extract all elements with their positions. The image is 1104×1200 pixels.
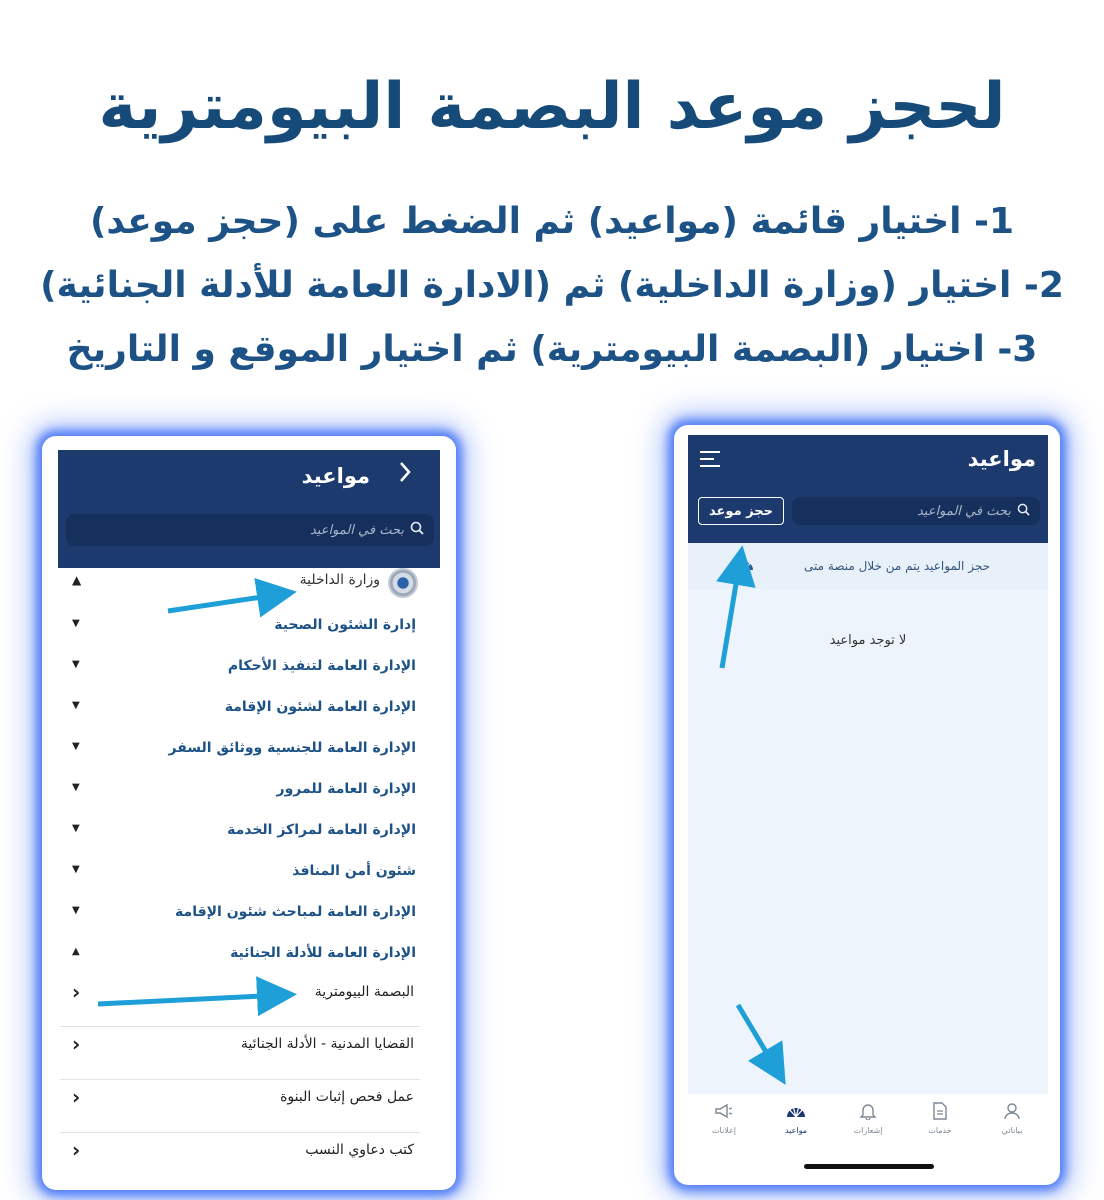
right-phone-screenshot [674,425,1060,1185]
appointments-list [688,589,1048,1094]
chevron-left-icon: ‹ [72,1032,81,1056]
caret-down-icon: ▼ [72,782,80,793]
steps-list [0,190,1104,382]
chevron-left-icon: ‹ [72,1085,81,1109]
department-label: الإدارة العامة لتنفيذ الأحكام [227,658,416,674]
caret-down-icon: ▼ [72,659,80,670]
tab-label: إعلانات [712,1126,736,1135]
tab-label: مواعيد [784,1126,808,1135]
appointments-header [58,450,440,568]
mena-platform-icon [736,556,754,575]
department-label: الإدارة العامة للجنسية ووثائق السفر [168,740,416,756]
department-label: شئون أمن المنافذ [292,863,416,879]
department-item[interactable] [58,688,440,728]
chevron-up-icon: ▲ [72,573,82,587]
bell-icon [832,1102,904,1124]
step-2: 2- اختيار (وزارة الداخلية) ثم (الادارة العامة للأدلة الجنائية) [40,265,1064,306]
search-input[interactable] [792,497,1040,525]
caret-down-icon: ▼ [72,700,80,711]
search-input[interactable] [66,514,434,546]
service-item[interactable] [58,1020,440,1072]
chevron-left-icon: ‹ [72,1138,81,1162]
department-item[interactable] [58,770,440,810]
service-item[interactable] [58,1126,440,1178]
department-label: الإدارة العامة للمرور [276,781,416,797]
department-item[interactable] [58,852,440,892]
tab-label: خدمات [928,1126,952,1135]
caret-down-icon: ▼ [72,864,80,875]
appointments-fan-icon [760,1102,832,1124]
appointments-header [688,435,1048,543]
header-title: مواعيد [967,447,1036,471]
tab-label: بياناتي [1001,1126,1023,1135]
service-label: القضايا المدنية - الأدلة الجنائية [240,1036,414,1052]
caret-down-icon: ▼ [72,741,80,752]
document-icon [904,1102,976,1124]
step-1: 1- اختيار قائمة (مواعيد) ثم الضغط على (حجز موعد) [89,201,1015,242]
left-phone-screenshot [42,436,456,1190]
search-placeholder: بحث في المواعيد [309,522,404,538]
department-label: الإدارة العامة لمراكز الخدمة [227,822,416,838]
caret-down-icon: ▼ [72,618,80,629]
ministry-seal-icon [388,568,418,598]
department-label: الإدارة العامة لمباحث شئون الإقامة [175,904,416,920]
caret-down-icon: ▼ [72,905,80,916]
department-item[interactable] [58,729,440,769]
info-banner [688,543,1048,589]
chevron-left-icon: ‹ [72,980,81,1004]
search-placeholder: بحث في المواعيد [916,503,1011,519]
step-3: 3- اختيار (البصمة البيومترية) ثم اختيار الموقع و التاريخ [66,329,1038,370]
tab-services[interactable] [904,1094,976,1154]
service-label: البصمة البيومترية [314,984,414,1000]
hamburger-menu-icon[interactable] [700,451,720,472]
department-item[interactable] [58,647,440,687]
search-icon [1017,503,1030,520]
megaphone-icon [688,1102,760,1124]
service-label: عمل فحص إثبات البنوة [280,1089,414,1105]
chevron-left-icon[interactable] [398,460,412,490]
tab-profile[interactable] [976,1094,1048,1154]
ministry-row[interactable] [58,564,440,600]
tab-appointments[interactable] [760,1094,832,1154]
caret-up-icon: ▲ [72,946,80,957]
tab-notifications[interactable] [832,1094,904,1154]
book-appointment-button[interactable]: حجز موعد [698,497,784,525]
caret-down-icon: ▼ [72,823,80,834]
ministry-label: وزارة الداخلية [299,572,380,588]
service-item[interactable] [58,1073,440,1125]
user-icon [976,1102,1048,1124]
department-item[interactable] [58,606,440,646]
tab-announcements[interactable] [688,1094,760,1154]
service-label: كتب دعاوي النسب [305,1142,414,1158]
empty-state-text: لا توجد مواعيد [829,633,907,648]
header-title: مواعيد [301,464,370,488]
bottom-tab-bar [688,1094,1048,1154]
department-label: إدارة الشئون الصحية [274,617,416,633]
service-item-biometric[interactable] [58,968,440,1020]
home-indicator [804,1164,934,1169]
department-label: الإدارة العامة للأدلة الجنائية [230,945,416,961]
department-item[interactable] [58,893,440,933]
info-text: حجز المواعيد يتم من خلال منصة متى [804,559,990,573]
tab-label: إشعارات [853,1126,883,1135]
page-title: لحجز موعد البصمة البيومترية [98,70,1006,144]
department-item[interactable] [58,811,440,851]
department-label: الإدارة العامة لشئون الإقامة [224,699,416,715]
search-icon [410,521,424,539]
